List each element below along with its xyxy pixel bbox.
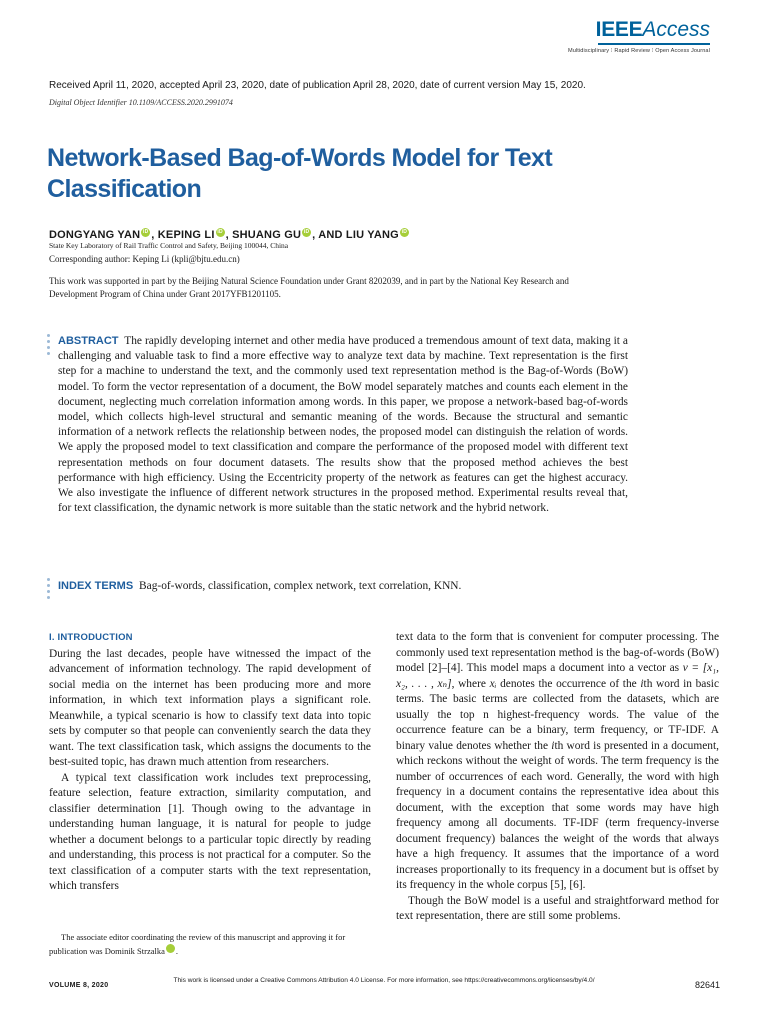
left-column (49, 630, 371, 895)
footnote-text: The associate editor coordinating the review of this manuscript and approving it for publication was Dominik Strzalka (49, 932, 346, 956)
body-text: , where (451, 677, 490, 690)
author-separator: , (225, 229, 233, 241)
author-name: LIU YANG (345, 229, 399, 241)
author-separator: , AND (312, 229, 346, 241)
body-text: text data to the form that is convenient for computer processing. The commonly used text representation method is the bag-of-words (BoW) model [2]–[4]. This model maps a document into a vector as (396, 631, 719, 674)
paper-title: Network-Based Bag-of-Words Model for Text Classification (47, 144, 553, 203)
orcid-icon[interactable]: iD (217, 229, 223, 235)
footnote-end: . (175, 946, 179, 956)
index-terms-dots-icon (47, 578, 50, 602)
editor-footnote (49, 930, 371, 958)
logo-tagline: Multidisciplinary ⁝ Rapid Review ⁝ Open Access Journal (567, 48, 710, 54)
formula: v = [x₁, x₂, . . . , xₙ] (396, 662, 719, 690)
received-dates: Received April 11, 2020, accepted April 23, 2020, date of publication April 28, 2020, date of current version May 15, 2020. (49, 80, 586, 91)
right-column (396, 630, 719, 925)
index-terms-text: Bag-of-words, classification, complex network, text correlation, KNN. (139, 580, 462, 592)
formula-variable: i (551, 739, 555, 752)
volume-label: VOLUME 8, 2020 (49, 982, 109, 989)
body-text: denotes the occurrence of the (496, 677, 641, 690)
abstract-text: The rapidly developing internet and other media have produced a tremendous amount of text data, making it a challenging and valuable task to find a more effective way to analyze text data by machine. Text representation is the first step for a machine to understand the text, and the commonly used text representation method is the Bag-of-Words (BoW) model. To form the vector representation of a document, the BoW model separately matches and counts each element in the document, neglecting much correlation information among words. In this paper, we propose a network-based bag-of-words model, which collects high-level structural and semantic meaning of the words. Because the structural and semantic information of a network reflects the relationship between nodes, the proposed model can distinguish the relation of words. We apply the proposed model to text classification and compare the performance of the proposed model with different text representation methods on four document datasets. The results show that the proposed method achieves the best performance with high efficiency. Using the Eccentricity property of the network as features can get the highest accuracy. We also investigate the influence of different network structures in the proposed method. Experimental results reveal that, for text classification, the dynamic network is more suitable than the static network and the hybrid network. (58, 335, 628, 515)
body-text: th word in basic terms. The basic terms are collected from the datasets, which are usually the top n highest-frequency words. The value of the occurrence feature can be a binary, term frequency, or TF-IDF. A binary value denotes whether the (396, 677, 719, 752)
orcid-icon[interactable]: iD (401, 229, 408, 235)
formula-variable: xᵢ (489, 677, 497, 690)
formula-variable: i (640, 677, 644, 690)
body-text: th word is presented in a document, which reckons without the weight of words. The term frequency is the number of occurrences of each word. Generally, the word with high frequency in a document contains the representative idea about this document, with the exception that some words may have high frequency among all documents. TF-IDF (term frequency-inverse document frequency) balances the weight of the words that always have a high frequency. It assumes that the importance of a word increases proportionally to its frequency in a document but is offset by its frequency in the whole corpus [5], [6]. (396, 739, 720, 891)
body-paragraph (396, 630, 719, 894)
body-paragraph: Though the BoW model is a useful and straightforward method for text representation, there are still some problems. (396, 894, 719, 922)
logo-ieee-text: IEEE (595, 18, 643, 41)
author-name: KEPING LI (157, 229, 215, 241)
orcid-icon[interactable]: iD (303, 229, 310, 235)
body-paragraph: A typical text classification work includes text preprocessing, feature selection, feature extraction, similarity computation, and classifier determination [1]. Though owing to the advantage in understanding human language, it is natural for people to judge whether a document belongs to a particular topic directly by reading and understanding, this process is not practical for a computer. So the text classification of a computer starts with the text representation, which transfers (49, 771, 371, 892)
abstract (58, 334, 628, 516)
funding-statement: This work was supported in part by the Beijing Natural Science Foundation under Grant 8202039, and in part by the National Key Research and Development Program of China under Grant 2017YFB1201105. (49, 276, 569, 299)
license-notice: This work is licensed under a Creative Commons Attribution 4.0 License. For more information, see https://creativecommons.org/licenses/by/4.0/ (173, 977, 595, 984)
abstract-dots-icon (47, 334, 50, 358)
journal-logo (568, 18, 710, 54)
orcid-icon[interactable]: iD (143, 229, 149, 235)
index-terms (58, 579, 628, 594)
logo-access-text: Access (642, 18, 710, 41)
logo-rule (598, 43, 710, 45)
index-terms-label: INDEX TERMS (58, 580, 134, 592)
author-separator: , (151, 229, 158, 241)
affiliation: State Key Laboratory of Rail Traffic Control and Safety, Beijing 100044, China (49, 241, 289, 250)
corresponding-author: Corresponding author: Keping Li (kpli@bjtu.edu.cn) (49, 254, 240, 264)
section-heading: I. INTRODUCTION (49, 632, 133, 643)
author-name: DONGYANG YAN (49, 229, 141, 241)
abstract-label: ABSTRACT (58, 335, 119, 347)
author-list (49, 228, 410, 241)
author-name: SHUANG GU (232, 229, 302, 241)
orcid-icon[interactable]: iD (166, 944, 175, 953)
doi: Digital Object Identifier 10.1109/ACCESS.2020.2991074 (49, 98, 233, 107)
body-paragraph: During the last decades, people have witnessed the impact of the advancement of information technology. The rapid development of social media on the internet has been producing more and more information, in which text information plays a significant role. Meanwhile, a typical scenario is how to classify text data into topic sets by computer so that people can conveniently search the data they want. The text classification task, which assigns the documents to the best-suited topic, has drawn much attention from researchers. (49, 647, 371, 768)
page-number: 82641 (694, 980, 720, 990)
